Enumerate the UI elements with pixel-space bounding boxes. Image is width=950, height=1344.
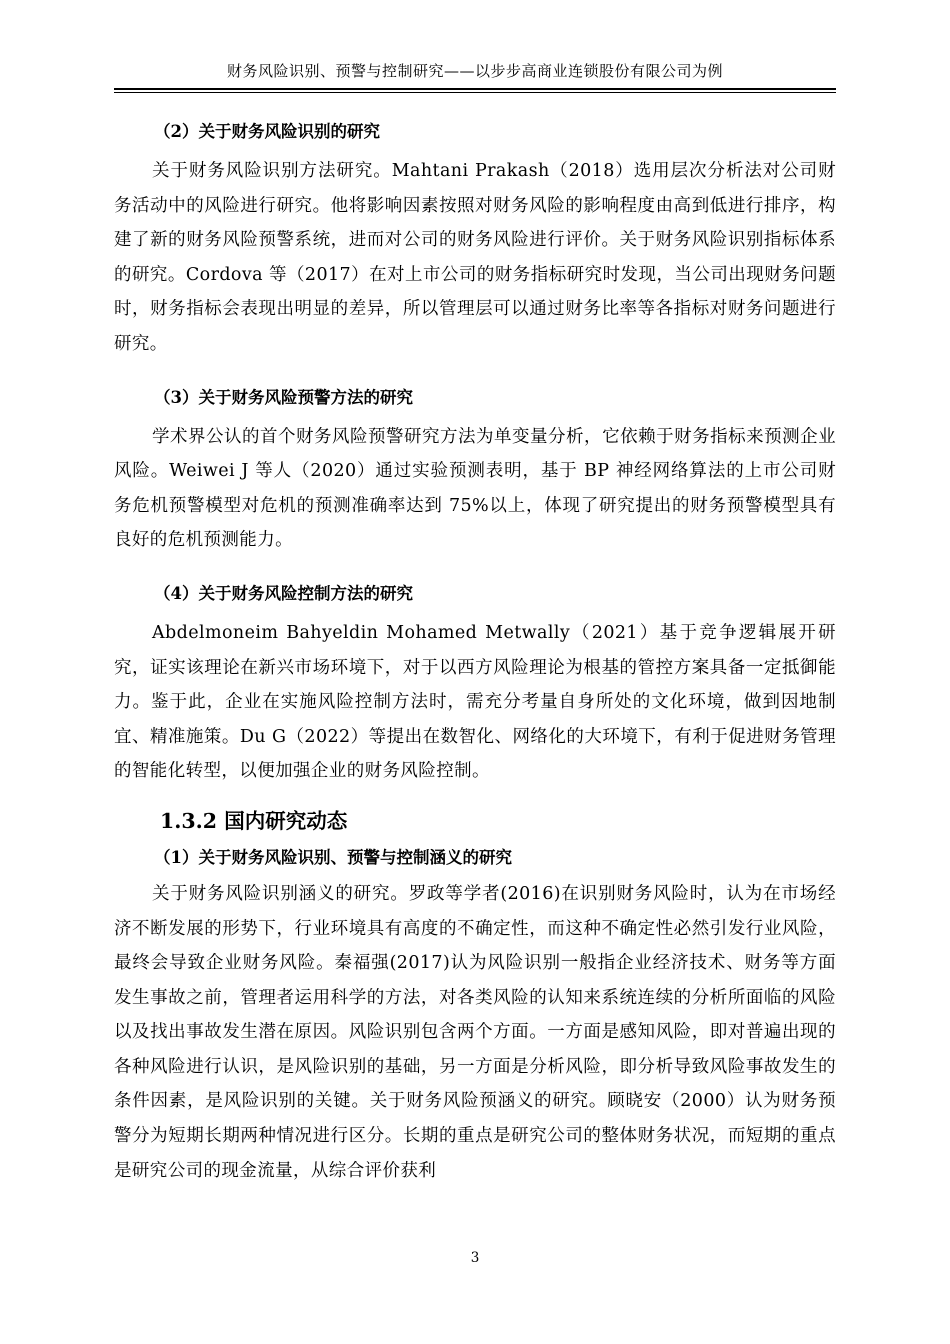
- header-rule-thick: [114, 88, 836, 90]
- section-heading-risk-control-methods: （4）关于财务风险控制方法的研究: [154, 583, 413, 603]
- paragraph-risk-control: Abdelmoneim Bahyeldin Mohamed Metwally（2021）基于竞争逻辑展开研究，证实该理论在新兴市场环境下，对于以西方风险理论为根基的管控方案具备一定抵御能力。鉴于此，企业在实施风险控制方法时，需充分考量自身所处的文化环境，做到因地制宜、精准施策。Du G（2022）等提出在数智化、网络化的大环境下，有利于促进财务管理的智能化转型，以便加强企业的财务风险控制。: [114, 622, 836, 782]
- chapter-heading-domestic-research: 1.3.2 国内研究动态: [160, 808, 348, 833]
- header-rule-thin: [114, 92, 836, 93]
- paragraph-risk-warning: 学术界公认的首个财务风险预警研究方法为单变量分析，它依赖于财务指标来预测企业风险。Weiwei J 等人（2020）通过实验预测表明，基于 BP 神经网络算法的上市公司财务危机预警模型对危机的预测准确率达到 75%以上，体现了研究提出的财务预警模型具有良好的危机预测能力。: [114, 426, 836, 551]
- paragraph-risk-identification: 关于财务风险识别方法研究。Mahtani Prakash（2018）选用层次分析法对公司财务活动中的风险进行研究。他将影响因素按照对财务风险的影响程度由高到低进行排序，构建了新的财务风险预警系统，进而对公司的财务风险进行评价。关于财务风险识别指标体系的研究。Cordova 等（2017）在对上市公司的财务指标研究时发现，当公司出现财务问题时，财务指标会表现出明显的差异，所以管理层可以通过财务比率等各指标对财务问题进行研究。: [114, 161, 836, 354]
- section-heading-financial-risk-identification: （2）关于财务风险识别的研究: [154, 122, 380, 141]
- section-heading-connotation: （1）关于财务风险识别、预警与控制涵义的研究: [154, 847, 512, 867]
- running-header: 财务风险识别、预警与控制研究——以步步高商业连锁股份有限公司为例: [226, 62, 723, 80]
- paragraph-connotation: 关于财务风险识别涵义的研究。罗政等学者(2016)在识别财务风险时，认为在市场经济不断发展的形势下，行业环境具有高度的不确定性，而这种不确定性必然引发行业风险，最终会导致企业财务风险。秦福强(2017)认为风险识别一般指企业经济技术、财务等方面发生事故之前，管理者运用科学的方法，对各类风险的认知来系统连续的分析所面临的风险以及找出事故发生潜在原因。风险识别包含两个方面。一方面是感知风险，即对普遍出现的各种风险进行认识，是风险识别的基础，另一方面是分析风险，即分析导致风险事故发生的条件因素，是风险识别的关键。关于财务风险预涵义的研究。顾晓安（2000）认为财务预警分为短期长期两种情况进行区分。长期的重点是研究公司的整体财务状况，而短期的重点是研究公司的现金流量，从综合评价获利: [114, 883, 836, 1181]
- page-number: 3: [470, 1250, 480, 1266]
- page-body: [114, 110, 836, 1202]
- section-heading-risk-warning-methods: （3）关于财务风险预警方法的研究: [154, 387, 413, 407]
